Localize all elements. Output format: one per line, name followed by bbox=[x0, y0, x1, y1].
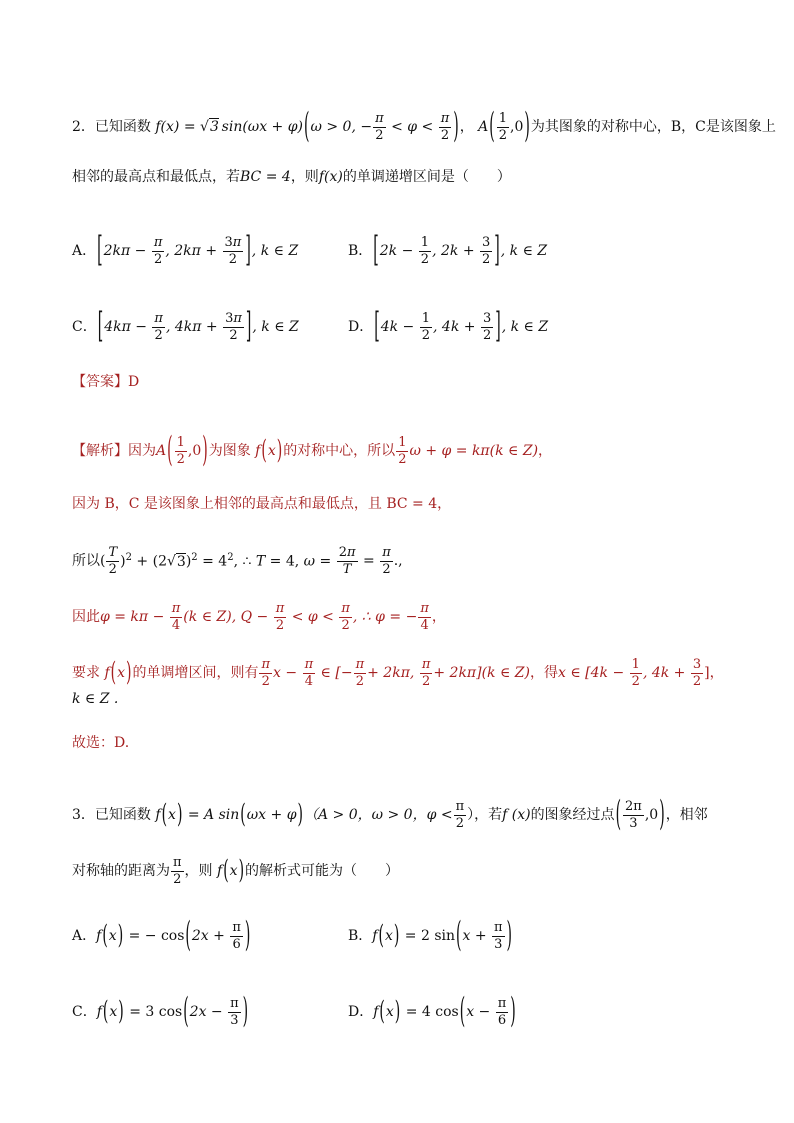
q2-stem-line1: 2．已知函数 f(x) = √3 sin(ωx + φ) ( ω > 0, − $\frac{\pi}{2}$ < φ < $\frac{\pi}{2}$ ) ， A ( $\frac{1}{2}$ ,0 ) 为其图象的对称中心，B，C是该图象上 bbox=[72, 107, 776, 148]
q2-answer bbox=[72, 375, 139, 389]
q2-analysis-line4: 因此 φ = kπ − $\frac{\pi}{4}$ (k ∈ Z), Q − $\frac{\pi}{2}$ < φ < $\frac{\pi}{2}$ , ∴ φ = − $\frac{\pi}{4}$ ， bbox=[72, 601, 446, 633]
analysis-tag: 【解析】 bbox=[72, 443, 128, 460]
q2-option-b[interactable]: B． [ 2k − $\frac{1}{2}$ , 2k + $\frac{3}{2}$ ] , k ∈ Z bbox=[348, 231, 548, 272]
q2-analysis-line3: 所以 ( $\frac{T}{2}$ )$^2 + (2√3)^2 = 4^2$, ∴ T = 4, ω = $\frac{2\pi}{T}$ = $\frac{\pi}{2}$ ., bbox=[72, 545, 403, 577]
q3-stem-line1: 3．已知函数 f ( x ) = A sin ( ωx + φ ) （A > 0，ω > 0，φ < $\frac{\pi}{2}$ ），若 f (x) 的图象经过点 ( $\frac{2\pi}{3}$ ,0 ) ，相邻 bbox=[72, 795, 708, 836]
q2-number: 2．已知函数 bbox=[72, 119, 151, 136]
q2-option-d[interactable]: D． [ 4k − $\frac{1}{2}$ , 4k + $\frac{3}{2}$ ] , k ∈ Z bbox=[348, 307, 549, 348]
q2-analysis-line2: 因为 B，C 是该图象上相邻的最高点和最低点，且 BC = 4， bbox=[72, 496, 452, 512]
q3-option-c[interactable]: C． f ( x ) = 3 cos ( 2x − $\frac{\pi}{3}$ ) bbox=[72, 992, 249, 1033]
q2-final-choice: 故选：D. bbox=[72, 735, 130, 751]
q2-analysis-line1: 【解析】 因为 A ( $\frac{1}{2}$ ,0 ) 为图象 f ( x ) 的对称中心，所以 $\frac{1}{2}$ ω + φ = kπ(k ∈ Z) ， bbox=[72, 431, 553, 472]
q2-analysis-line5: 要求 f ( x ) 的单调增区间，则有 $\frac{\pi}{2}$ x − $\frac{\pi}{4}$ ∈ [− $\frac{\pi}{2}$ + 2kπ, $\frac{\pi}{2}$ + 2kπ](k ∈ Z) ，得 x ∈ [4k − $\frac{1}{2}$ , 4k + $\frac{3}{2}$ ]， bbox=[72, 657, 724, 689]
q2-stem-line2: 相邻的最高点和最低点，若 BC = 4 ，则 f(x) 的单调递增区间是（ ） bbox=[72, 169, 511, 185]
q3-stem-line2: 对称轴的距离为 $\frac{\pi}{2}$ ，则 f ( x ) 的解析式可能为（ ） bbox=[72, 855, 400, 887]
q3-option-a[interactable]: A． f ( x ) = − cos ( 2x + $\frac{\pi}{6}$ ) bbox=[72, 916, 251, 957]
q2-stem-text: 为其图象的对称中心，B，C是该图象上 bbox=[530, 119, 776, 136]
answer-value: D bbox=[128, 374, 140, 390]
q2-analysis-line6: k ∈ Z . bbox=[72, 691, 119, 707]
q2-option-c[interactable]: C． [ 4kπ − $\frac{\pi}{2}$ , 4kπ + $\frac{3\pi}{2}$ ] , k ∈ Z bbox=[72, 307, 299, 348]
q2-point-a: A bbox=[473, 119, 489, 136]
q2-option-a[interactable]: A． [ 2kπ − $\frac{\pi}{2}$ , 2kπ + $\frac{3\pi}{2}$ ] , k ∈ Z bbox=[72, 231, 299, 272]
answer-tag: 【答案】 bbox=[72, 374, 128, 390]
q2-function-formula: f(x) = √3 sin(ωx + φ) bbox=[150, 119, 304, 136]
q3-option-b[interactable]: B． f ( x ) = 2 sin ( x + $\frac{\pi}{3}$ ) bbox=[348, 916, 513, 957]
q3-option-d[interactable]: D． f ( x ) = 4 cos ( x − $\frac{\pi}{6}$ ) bbox=[348, 992, 516, 1033]
